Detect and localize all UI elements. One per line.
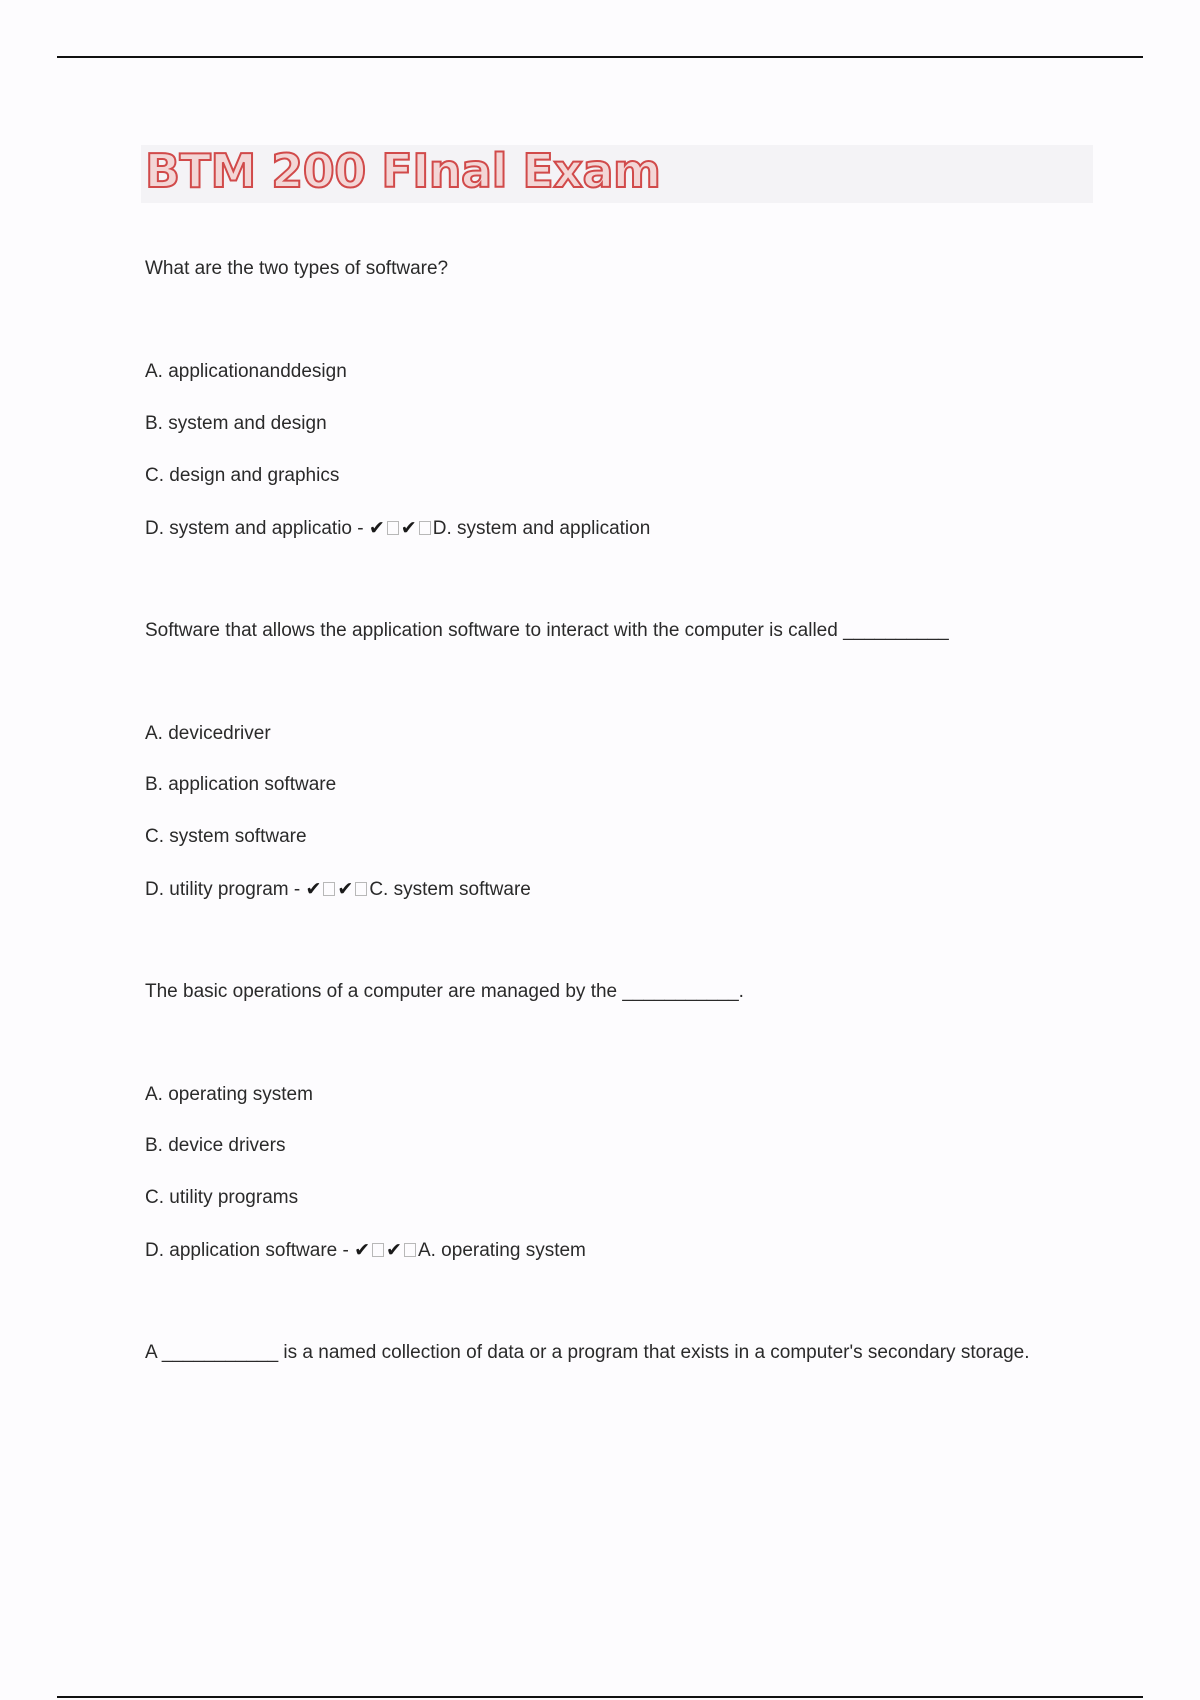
question-3-option-d: D. application software -: [145, 1240, 349, 1261]
question-3-option-c: C. utility programs: [145, 1187, 299, 1208]
box-icon: [372, 1243, 384, 1257]
box-icon: [355, 882, 367, 896]
document-title: BTM 200 FInal Exam: [145, 144, 661, 198]
question-3-answer: A. operating system: [417, 1240, 586, 1261]
question-2-option-d: D. utility program -: [145, 879, 301, 900]
bottom-rule: [57, 1696, 1143, 1698]
box-icon: [323, 882, 335, 896]
question-2-answer: C. system software: [369, 879, 531, 900]
check-icon: ✔: [337, 879, 354, 900]
question-3-prompt: The basic operations of a computer are managed by the ___________.: [145, 981, 744, 1002]
question-1-option-c: C. design and graphics: [145, 465, 340, 486]
check-icon: ✔: [400, 518, 417, 539]
question-1-option-d: D. system and applicatio -: [145, 518, 364, 539]
check-icon: ✔: [305, 879, 322, 900]
top-rule: [57, 56, 1143, 58]
question-3-option-d-with-answer: [145, 1239, 586, 1262]
question-2-option-a: A. devicedriver: [145, 723, 271, 744]
question-1-option-d-with-answer: [145, 517, 650, 540]
box-icon: [419, 521, 431, 535]
question-3-option-b: B. device drivers: [145, 1135, 286, 1156]
check-icon: ✔: [386, 1240, 402, 1261]
box-icon: [404, 1243, 416, 1257]
question-2-option-d-with-answer: [145, 878, 531, 901]
question-1-prompt: What are the two types of software?: [145, 258, 449, 279]
question-1-option-a: A. applicationanddesign: [145, 361, 347, 382]
question-2-option-b: B. application software: [145, 774, 337, 795]
box-icon: [387, 521, 399, 535]
question-2-option-c: C. system software: [145, 826, 307, 847]
question-1-answer: D. system and application: [432, 518, 651, 539]
question-3-option-a: A. operating system: [145, 1084, 313, 1105]
question-1-option-b: B. system and design: [145, 413, 327, 434]
check-icon: ✔: [368, 518, 385, 539]
question-2-prompt: Software that allows the application software to interact with the computer is called __________: [145, 620, 949, 641]
check-icon: ✔: [354, 1240, 371, 1261]
question-4-prompt: A ___________ is a named collection of data or a program that exists in a computer's secondary storage.: [145, 1342, 1030, 1363]
